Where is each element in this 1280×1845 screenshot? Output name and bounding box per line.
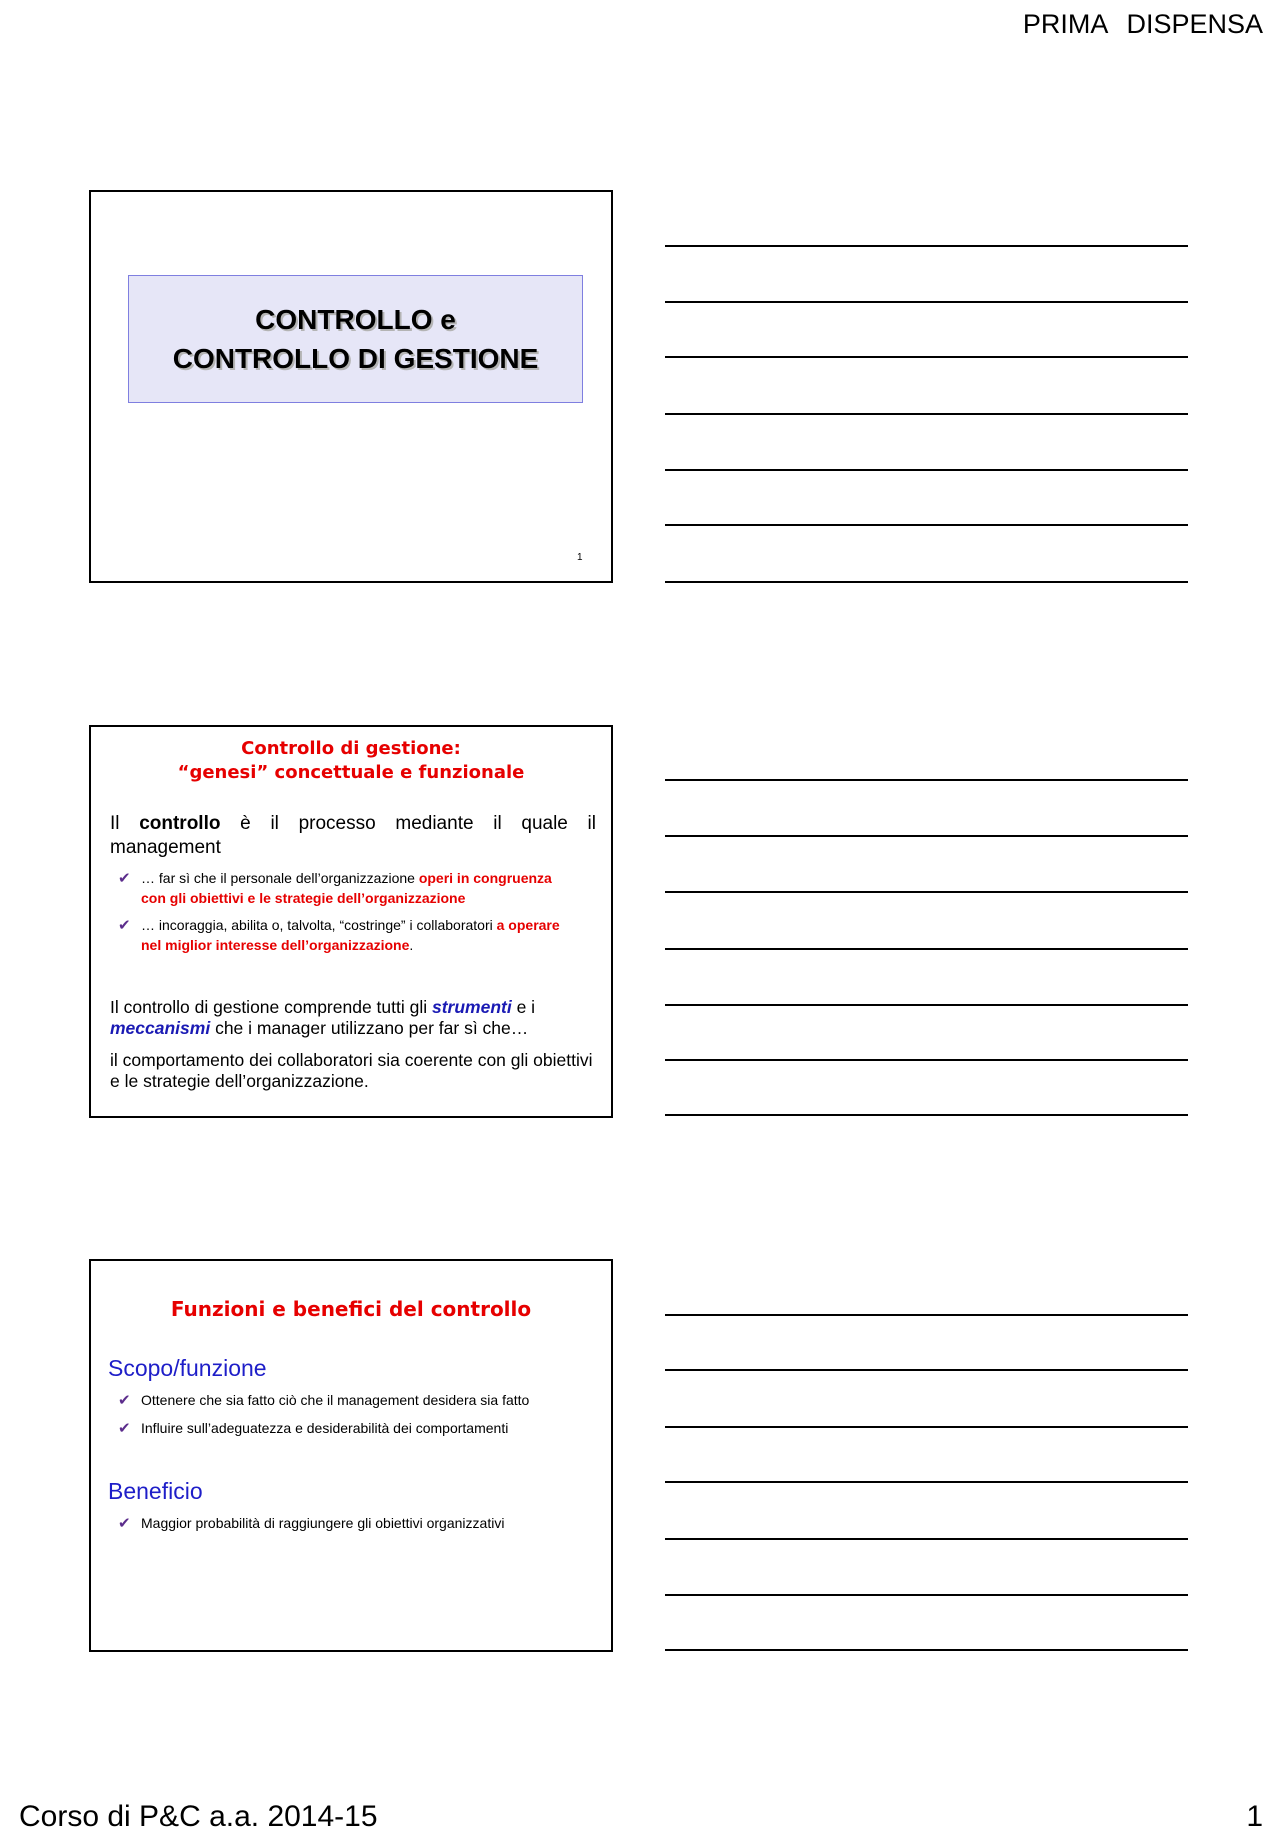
text-run: che i manager utilizzano per far sì che… — [210, 1018, 529, 1038]
section-beneficio — [91, 1477, 611, 1533]
slide-title-line: Controllo di gestione: — [241, 738, 461, 759]
emphasis-term: strumenti — [431, 997, 512, 1017]
slide-title-line: CONTROLLO e — [255, 304, 456, 335]
note-line — [665, 1538, 1188, 1540]
note-line — [665, 1426, 1188, 1428]
slide-1 — [89, 190, 613, 583]
note-line — [665, 245, 1188, 247]
list-item: ✔ Maggior probabilità di raggiungere gli obiettivi organizzativi — [91, 1513, 611, 1533]
note-line — [665, 1004, 1188, 1006]
body-paragraph — [110, 997, 596, 1039]
note-line — [665, 948, 1188, 950]
slide-title-line: “genesi” concettuale e funzionale — [177, 762, 525, 783]
section-scopo — [91, 1354, 611, 1438]
highlighted-text: operi in congruenza con gli obiettivi e le strategie dell’organizzazione — [141, 870, 552, 906]
body-paragraph: il comportamento dei collaboratori sia coerente con gli obiettivi e le strategie dell’organizzazione. — [110, 1050, 593, 1091]
bullet-list — [91, 869, 573, 955]
emphasis-term: meccanismi — [110, 1018, 211, 1038]
slide-number: 1 — [577, 552, 583, 563]
note-line — [665, 301, 1188, 303]
note-line — [665, 835, 1188, 837]
note-line — [665, 1481, 1188, 1483]
slide-3 — [89, 1259, 613, 1652]
footer-page-number: 1 — [1246, 1800, 1263, 1833]
intro-paragraph — [110, 812, 596, 860]
note-line — [665, 1594, 1188, 1596]
note-line — [665, 413, 1188, 415]
section-heading: Scopo/funzione — [108, 1355, 267, 1381]
slide-title: Funzioni e benefici del controllo — [170, 1297, 532, 1321]
list-item: ✔ Ottenere che sia fatto ciò che il management desidera sia fatto — [91, 1390, 611, 1410]
note-line — [665, 779, 1188, 781]
note-line — [665, 356, 1188, 358]
text-run: e i — [511, 997, 536, 1017]
note-line — [665, 524, 1188, 526]
note-line — [665, 1114, 1188, 1116]
note-line — [665, 1369, 1188, 1371]
list-item — [91, 916, 573, 955]
note-line — [665, 1649, 1188, 1651]
slide-2 — [89, 725, 613, 1118]
slide-title-line: CONTROLLO DI GESTIONE — [172, 343, 539, 374]
list-item: ✔ Influire sull’adeguatezza e desiderabilità dei comportamenti — [91, 1418, 611, 1438]
bullet-list — [91, 1390, 611, 1438]
bullet-list — [91, 1513, 611, 1533]
text-run: Il — [110, 813, 140, 834]
footer-course-label: Corso di P&C a.a. 2014-15 — [19, 1800, 378, 1833]
highlighted-text: a operare nel miglior interesse dell’organizzazione — [141, 917, 560, 953]
slide-title-box — [128, 275, 583, 403]
section-heading: Beneficio — [108, 1478, 203, 1504]
note-line — [665, 581, 1188, 583]
text-run: Il controllo di gestione comprende tutti gli — [110, 997, 432, 1017]
bold-term: controllo — [139, 813, 221, 834]
page-header-title: PRIMA DISPENSA — [1022, 9, 1263, 39]
text-run: … far sì che il personale dell’organizzazione — [141, 870, 419, 886]
note-line — [665, 1314, 1188, 1316]
text-run: è il processo mediante il quale il management — [110, 813, 597, 858]
text-run: … incoraggia, abilita o, talvolta, “costringe” i collaboratori — [141, 917, 497, 933]
slide-title — [91, 737, 611, 785]
note-line — [665, 891, 1188, 893]
note-line — [665, 1059, 1188, 1061]
text-run: . — [409, 936, 414, 953]
list-item — [91, 869, 573, 908]
note-line — [665, 469, 1188, 471]
